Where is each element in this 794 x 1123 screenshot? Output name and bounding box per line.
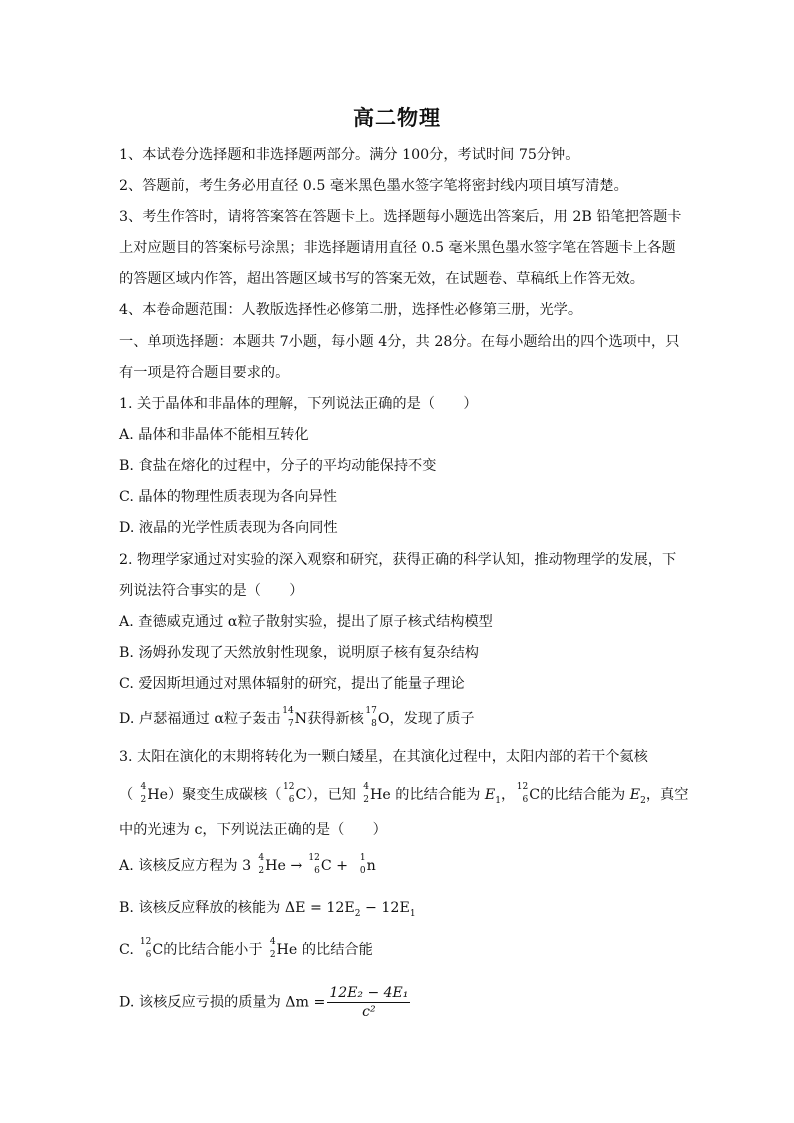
q3-option-d [119,984,684,1021]
q3-c-text-1: C. [119,942,139,958]
q2-option-b: B. 汤姆孙发现了天然放射性现象，说明原子核有复杂结构 [119,645,479,661]
instruction-3-cont: 上对应题目的答案标号涂黑；非选择题请用直径 0.5 毫米黑色墨水签字笔在答题卡上各题 [119,240,676,256]
q2-stem-cont: 列说法符合事实的是（ ） [119,583,304,599]
fraction-numerator: 12E₂ − 4E₁ [329,985,409,1001]
q3-text-f: C的比结合能为 [529,787,630,803]
nuclide-charge: 0 [359,866,366,876]
q2-d-text-1: D. 卢瑟福通过 α粒子轰击 [119,711,281,727]
q3-option-a [119,853,684,876]
instruction-4: 4、本卷命题范围：人教版选择性必修第二册，选择性必修第三册，光学。 [119,302,583,318]
q3-a-text-4: n [366,858,376,874]
q3-text-a: （ [119,787,134,803]
nuclide-mass: 4 [269,937,276,947]
nuclide-mass: 4 [363,782,369,792]
nuclide-charge: 6 [288,795,295,805]
neutron-nuclide [353,853,367,876]
nuclide-charge: 8 [371,719,377,729]
q3-c-text-2: C的比结合能小于 [152,942,263,958]
nuclide-charge: 2 [258,866,265,876]
section-heading-cont: 有一项是符合题目要求的。 [119,365,290,381]
nuclide-charge: 2 [140,795,147,805]
q3-text-g: ，真空 [645,787,689,803]
q3-a-text-2: He → [265,858,307,874]
nuclide-mass: 12 [516,782,529,792]
nitrogen-nuclide [281,706,295,729]
e1-subscript: 1 [409,909,416,919]
q3-b-text-1: B. 该核反应释放的核能为 ΔE = 12E [119,900,355,916]
nuclide-mass: 12 [139,937,152,947]
q3-option-c [119,937,684,960]
nuclide-charge: 7 [287,719,294,729]
q3-text-e: ， [501,787,516,803]
instruction-3: 3、考生作答时，请将答案答在答题卡上。选择题每小题选出答案后，用 2B 铅笔把答题卡 [119,209,682,225]
e2-symbol: E [629,787,641,803]
nuclide-mass: 12 [283,782,295,792]
q3-c-text-3: He 的比结合能 [276,942,373,958]
q3-b-text-2: − 12E [360,900,410,916]
q1-option-c: C. 晶体的物理性质表现为各向异性 [119,489,337,505]
e1-subscript: 1 [495,796,502,806]
oxygen-nuclide [364,706,378,729]
q2-option-d [119,706,684,729]
q3-text-d: He 的比结合能为 [370,787,485,803]
instruction-1: 1、本试卷分选择题和非选择题两部分。满分 100分，考试时间 75分钟。 [119,147,580,163]
q1-option-a: A. 晶体和非晶体不能相互转化 [119,427,309,443]
page-title: 高二物理 [353,105,441,130]
nuclide-charge: 2 [269,950,276,960]
q3-stem: 3. 太阳在演化的末期将转化为一颗白矮星，在其演化过程中，太阳内部的若干个氦核 [119,749,648,765]
carbon-nuclide [515,782,529,805]
q3-text-b: He）聚变生成碳核（ [147,787,282,803]
q1-option-d: D. 液晶的光学性质表现为各向同性 [119,520,338,536]
q3-stem-cont2: 中的光速为 c，下列说法正确的是（ ） [119,822,387,838]
e2-subscript: 2 [354,909,361,919]
e2-subscript: 2 [640,796,646,806]
instruction-3-cont2: 的答题区域内作答，超出答题区域书写的答案无效，在试题卷、草稿纸上作答无效。 [119,271,644,287]
nuclide-mass: 14 [282,706,294,716]
nuclide-mass: 4 [258,853,265,863]
q3-a-text-3: C + [320,858,353,874]
nuclide-mass: 1 [359,853,366,863]
instruction-2: 2、答题前，考生务必用直径 0.5 毫米黑色墨水签字笔将密封线内项目填写清楚。 [119,178,628,194]
q3-a-text-1: A. 该核反应方程为 3 [119,858,252,874]
q1-option-b: B. 食盐在熔化的过程中，分子的平均动能保持不变 [119,458,437,474]
q2-d-text-2: N获得新核 [294,711,364,727]
helium-nuclide [263,937,277,960]
q2-d-text-3: O，发现了质子 [377,711,475,727]
helium-nuclide [133,782,147,805]
mass-defect-fraction [327,984,410,1021]
q3-option-b [119,898,684,920]
helium-nuclide [356,782,370,805]
helium-nuclide [251,853,265,876]
fraction-denominator: c² [362,1004,376,1020]
q1-stem: 1. 关于晶体和非晶体的理解，下列说法正确的是（ ） [119,396,478,412]
nuclide-charge: 6 [314,866,320,876]
nuclide-mass: 4 [140,782,147,792]
carbon-nuclide [281,782,295,805]
q3-text-c: C），已知 [295,787,356,803]
nuclide-charge: 6 [522,795,529,805]
nuclide-charge: 6 [145,950,152,960]
q2-option-a: A. 查德威克通过 α粒子散射实验，提出了原子核式结构模型 [119,614,493,630]
q3-stem-cont [119,782,689,807]
nuclide-mass: 12 [308,853,320,863]
q3-d-text: D. 该核反应亏损的质量为 Δm = [119,994,326,1011]
e1-symbol: E [484,787,496,803]
nuclide-mass: 17 [365,706,377,716]
nuclide-charge: 2 [363,795,369,805]
q2-stem: 2. 物理学家通过对实验的深入观察和研究，获得正确的科学认知，推动物理学的发展，下 [119,552,677,568]
carbon-nuclide [307,853,321,876]
section-heading: 一、单项选择题：本题共 7小题，每小题 4分，共 28分。在每小题给出的四个选项中，只 [119,334,680,350]
q2-option-c: C. 爱因斯坦通过对黑体辐射的研究，提出了能量子理论 [119,676,465,692]
carbon-nuclide [138,937,152,960]
